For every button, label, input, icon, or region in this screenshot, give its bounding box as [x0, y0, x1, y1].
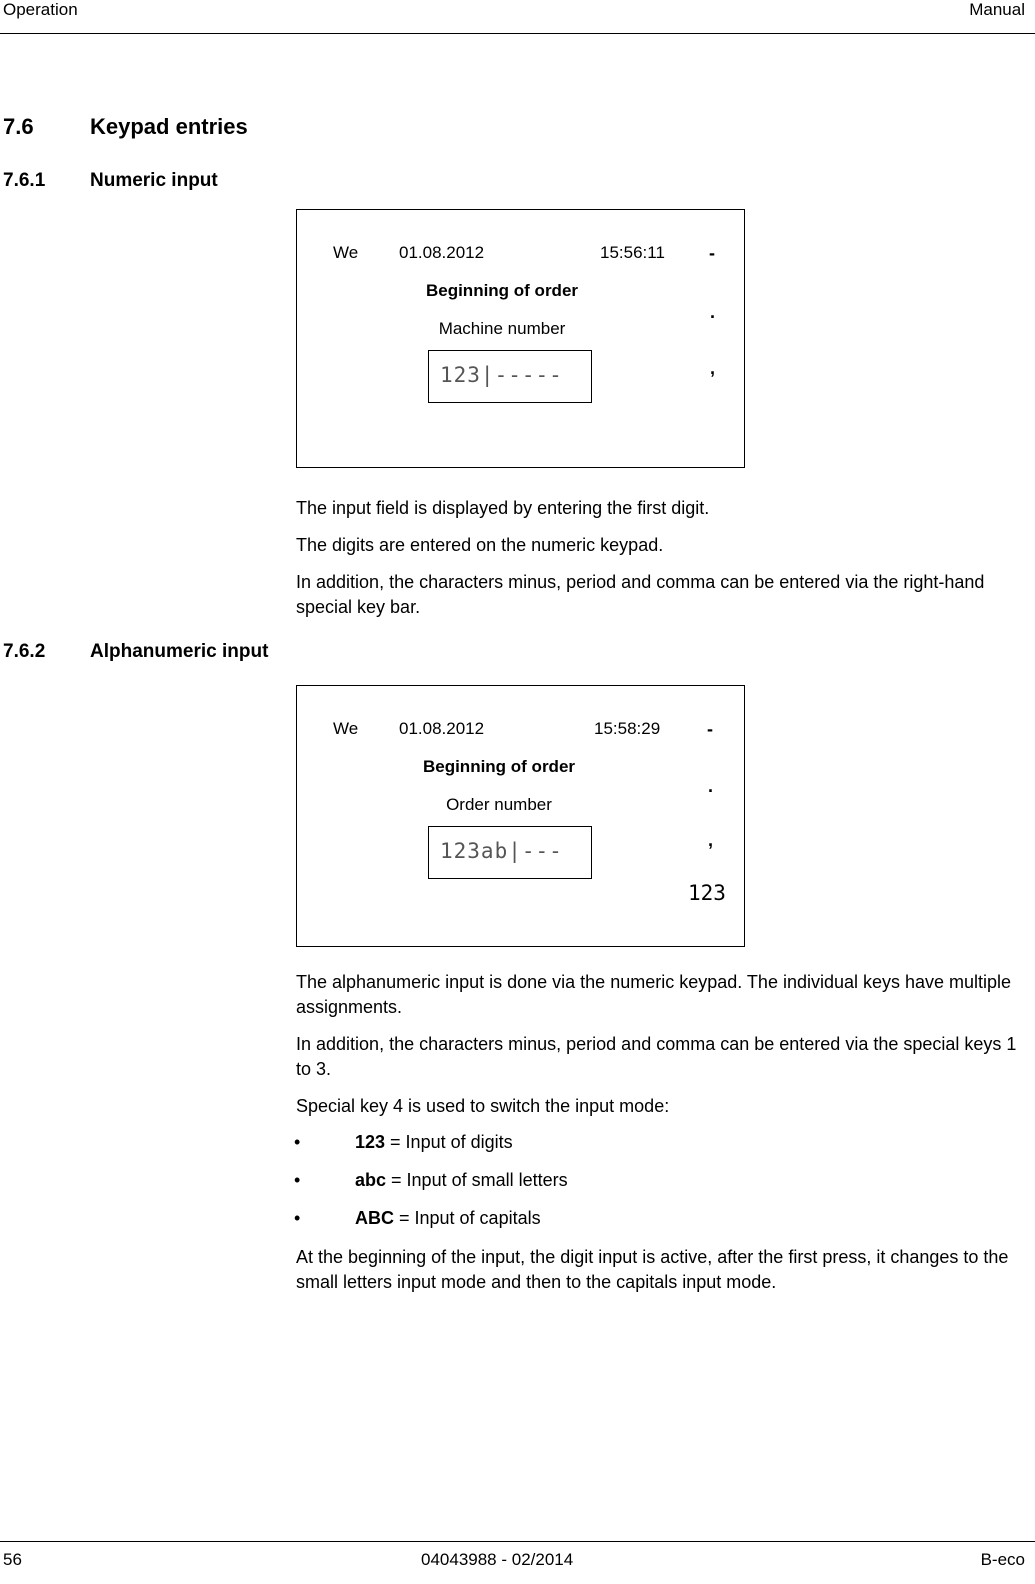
- numeric-paragraph: The input field is displayed by entering the first digit.: [296, 498, 710, 518]
- numeric-paragraph: In addition, the characters minus, period and comma can be entered via the right-hand special key bar.: [296, 572, 985, 617]
- screen-day: We: [333, 243, 359, 262]
- mode-list-item: [355, 1170, 568, 1191]
- subsection-title: Numeric input: [90, 170, 218, 191]
- numeric-input-field[interactable]: 123|-----: [428, 350, 592, 403]
- alpha-paragraph: Special key 4 is used to switch the input mode:: [296, 1096, 670, 1116]
- footer-document-number: 04043988 - 02/2014: [421, 1550, 574, 1569]
- screen-time: 15:58:29: [594, 719, 661, 738]
- section-title: Keypad entries: [90, 114, 248, 139]
- alpha-paragraph: In addition, the characters minus, period and comma can be entered via the special keys 1 to 3.: [296, 1034, 1017, 1079]
- mode-list-item: [355, 1208, 541, 1229]
- special-key-mode[interactable]: 123: [688, 881, 726, 905]
- special-key-period[interactable]: .: [708, 776, 714, 796]
- bullet-marker: •: [294, 1132, 301, 1152]
- header-rule: [0, 33, 1035, 34]
- screen-date: 01.08.2012: [399, 243, 485, 262]
- subsection-number: 7.6.1: [3, 170, 46, 191]
- header-left: Operation: [3, 0, 78, 19]
- bullet-marker: •: [294, 1208, 301, 1228]
- footer-rule: [0, 1541, 1035, 1542]
- screen-field-label: Order number: [446, 795, 552, 814]
- mode-key: 123: [355, 1132, 386, 1152]
- screen-heading: Beginning of order: [425, 281, 579, 300]
- numeric-paragraph: The digits are entered on the numeric keypad.: [296, 535, 664, 555]
- alpha-input-field[interactable]: 123ab|---: [428, 826, 592, 879]
- alpha-display-screen: [296, 685, 745, 947]
- mode-key: ABC: [355, 1208, 394, 1228]
- screen-field-label: Machine number: [438, 319, 566, 338]
- mode-description: = Input of digits: [385, 1132, 513, 1152]
- screen-day: We: [333, 719, 359, 738]
- mode-list-item: [355, 1132, 513, 1153]
- special-key-period[interactable]: .: [710, 302, 716, 322]
- subsection-number: 7.6.2: [3, 641, 46, 662]
- mode-key: abc: [355, 1170, 387, 1190]
- footer-page-number: 56: [3, 1550, 22, 1569]
- subsection-title: Alphanumeric input: [90, 641, 269, 662]
- special-key-minus[interactable]: -: [707, 719, 713, 739]
- screen-date: 01.08.2012: [399, 719, 485, 738]
- section-number: 7.6: [3, 114, 34, 139]
- closing-paragraph: At the beginning of the input, the digit input is active, after the first press, it changes to the small letters input mode and then to the capitals input mode.: [296, 1247, 1009, 1292]
- footer-product: B-eco: [980, 1550, 1025, 1569]
- special-key-comma[interactable]: ,: [708, 830, 714, 850]
- screen-time: 15:56:11: [600, 243, 665, 262]
- special-key-comma[interactable]: ,: [710, 358, 716, 378]
- mode-description: = Input of capitals: [394, 1208, 541, 1228]
- screen-heading: Beginning of order: [422, 757, 576, 776]
- special-key-minus[interactable]: -: [709, 243, 715, 263]
- mode-description: = Input of small letters: [386, 1170, 568, 1190]
- header-right: Manual: [969, 0, 1025, 19]
- alpha-paragraph: The alphanumeric input is done via the numeric keypad. The individual keys have multiple assignments.: [296, 972, 1012, 1017]
- bullet-marker: •: [294, 1170, 301, 1190]
- numeric-display-screen: [296, 209, 745, 468]
